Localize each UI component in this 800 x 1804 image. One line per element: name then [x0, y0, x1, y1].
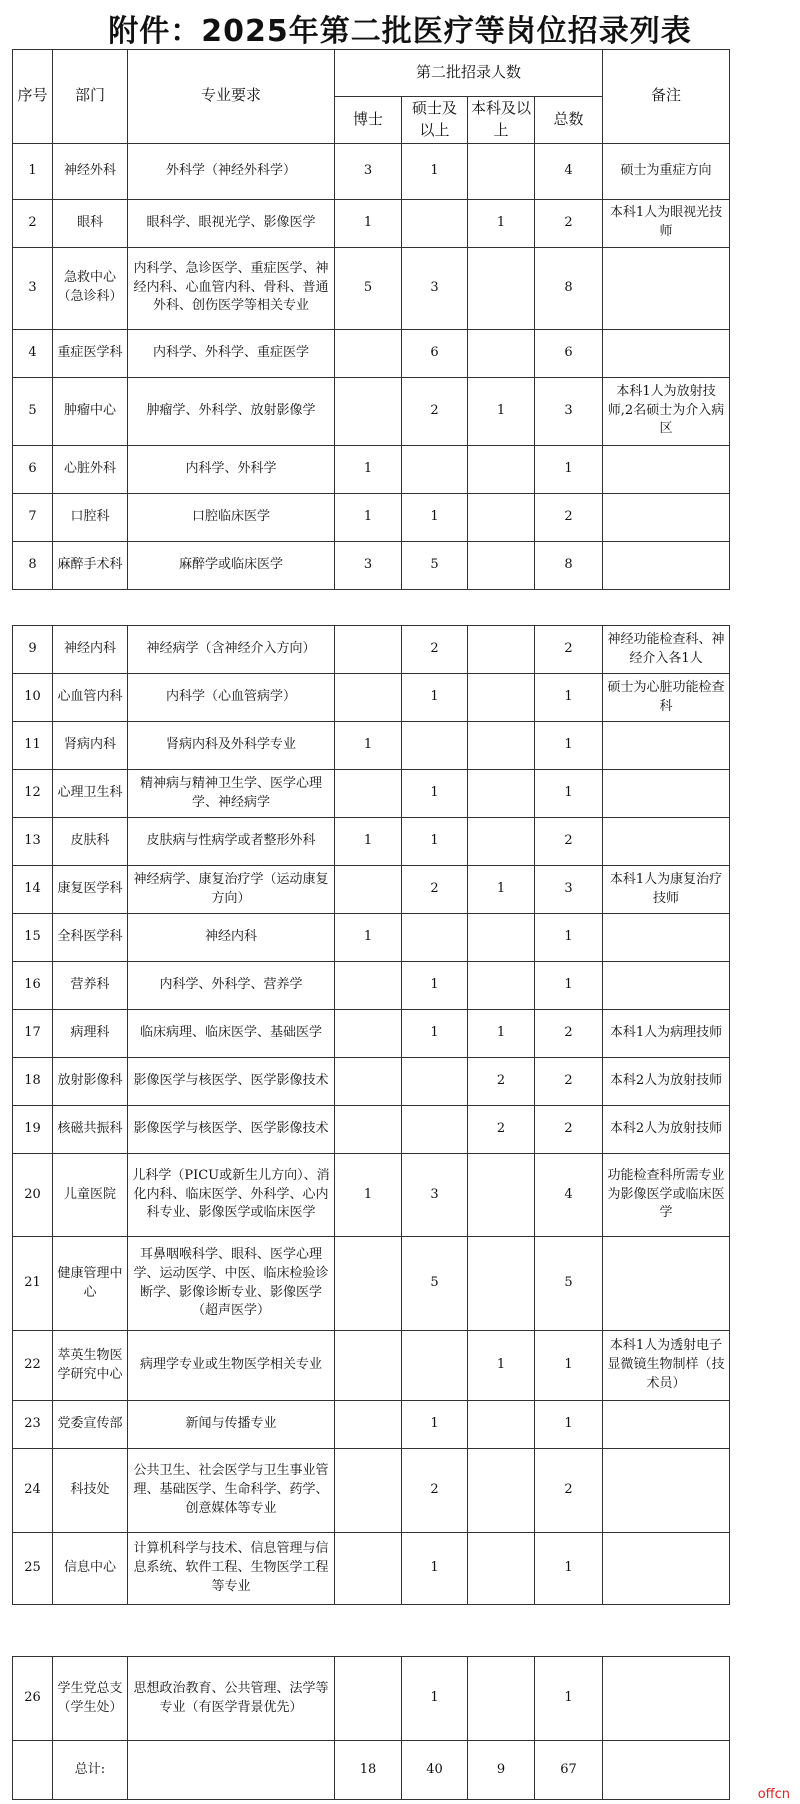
cell-total: 1 [535, 722, 603, 770]
cell-dept: 皮肤科 [53, 818, 128, 866]
table-row [13, 674, 730, 722]
cell-note: 本科1人为放射技师,2名硕士为介入病区 [603, 377, 730, 445]
cell-dept: 健康管理中心 [53, 1237, 128, 1331]
cell-bs [468, 962, 535, 1010]
cell-phd [335, 1010, 402, 1058]
cell-major: 病理学专业或生物医学相关专业 [128, 1331, 335, 1401]
cell-bs [468, 493, 535, 541]
cell-no: 8 [13, 541, 53, 589]
cell-bs [468, 143, 535, 199]
cell-dept: 神经外科 [53, 143, 128, 199]
cell-bs [468, 1154, 535, 1237]
cell-total: 5 [535, 1237, 603, 1331]
table-row [13, 962, 730, 1010]
cell-total: 8 [535, 541, 603, 589]
cell-total: 1 [535, 962, 603, 1010]
header-no: 序号 [13, 50, 53, 144]
cell-bs: 2 [468, 1106, 535, 1154]
cell-major: 肿瘤学、外科学、放射影像学 [128, 377, 335, 445]
cell-dept: 科技处 [53, 1449, 128, 1533]
cell-ms: 2 [402, 377, 468, 445]
recruitment-table-part-1 [12, 49, 730, 590]
cell-no: 23 [13, 1401, 53, 1449]
cell-bs [468, 1449, 535, 1533]
cell-bs: 1 [468, 1331, 535, 1401]
cell-note [603, 722, 730, 770]
cell-total: 1 [535, 674, 603, 722]
cell-dept: 神经内科 [53, 626, 128, 674]
table-row [13, 914, 730, 962]
cell-phd [335, 1237, 402, 1331]
cell-total: 1 [535, 914, 603, 962]
cell-note [603, 247, 730, 329]
cell-total: 1 [535, 1401, 603, 1449]
cell-total: 1 [535, 1657, 603, 1741]
totals-phd: 18 [335, 1741, 402, 1800]
cell-ms: 1 [402, 143, 468, 199]
cell-total: 2 [535, 493, 603, 541]
cell-major: 新闻与传播专业 [128, 1401, 335, 1449]
cell-total: 2 [535, 199, 603, 247]
cell-no: 17 [13, 1010, 53, 1058]
cell-total: 1 [535, 1533, 603, 1605]
cell-dept: 急救中心（急诊科） [53, 247, 128, 329]
cell-bs: 2 [468, 1058, 535, 1106]
cell-dept: 核磁共振科 [53, 1106, 128, 1154]
cell-major: 临床病理、临床医学、基础医学 [128, 1010, 335, 1058]
cell-phd [335, 1106, 402, 1154]
cell-dept: 全科医学科 [53, 914, 128, 962]
cell-no: 6 [13, 445, 53, 493]
cell-major: 内科学、外科学 [128, 445, 335, 493]
table-row [13, 247, 730, 329]
cell-ms: 5 [402, 541, 468, 589]
cell-phd [335, 1331, 402, 1401]
table-row [13, 1010, 730, 1058]
cell-note [603, 962, 730, 1010]
table-row [13, 493, 730, 541]
table-row [13, 445, 730, 493]
cell-note [603, 493, 730, 541]
cell-major: 眼科学、眼视光学、影像医学 [128, 199, 335, 247]
cell-dept: 信息中心 [53, 1533, 128, 1605]
cell-bs: 1 [468, 199, 535, 247]
cell-phd: 1 [335, 199, 402, 247]
totals-total: 67 [535, 1741, 603, 1800]
cell-total: 4 [535, 143, 603, 199]
cell-dept: 心理卫生科 [53, 770, 128, 818]
cell-ms: 1 [402, 1533, 468, 1605]
cell-bs [468, 626, 535, 674]
cell-total: 3 [535, 866, 603, 914]
table-row [13, 1154, 730, 1237]
cell-dept: 肾病内科 [53, 722, 128, 770]
cell-phd [335, 962, 402, 1010]
cell-no: 22 [13, 1331, 53, 1401]
table-row [13, 1533, 730, 1605]
cell-ms: 1 [402, 770, 468, 818]
cell-major: 内科学（心血管病学） [128, 674, 335, 722]
cell-no: 19 [13, 1106, 53, 1154]
cell-total: 2 [535, 626, 603, 674]
cell-total: 2 [535, 1106, 603, 1154]
cell-no: 18 [13, 1058, 53, 1106]
page-title: 附件：2025年第二批医疗等岗位招录列表 [108, 14, 692, 49]
cell-no: 15 [13, 914, 53, 962]
cell-ms: 2 [402, 866, 468, 914]
table-row [13, 866, 730, 914]
cell-total: 2 [535, 1449, 603, 1533]
cell-note: 本科1人为眼视光技师 [603, 199, 730, 247]
cell-major: 公共卫生、社会医学与卫生事业管理、基础医学、生命科学、药学、创意媒体等专业 [128, 1449, 335, 1533]
cell-note [603, 1533, 730, 1605]
cell-note [603, 914, 730, 962]
cell-no: 11 [13, 722, 53, 770]
cell-no: 5 [13, 377, 53, 445]
cell-ms [402, 722, 468, 770]
table-row [13, 541, 730, 589]
cell-major: 麻醉学或临床医学 [128, 541, 335, 589]
header-total: 总数 [535, 97, 603, 144]
cell-ms: 6 [402, 329, 468, 377]
totals-ms: 40 [402, 1741, 468, 1800]
table-row [13, 1058, 730, 1106]
table-row [13, 199, 730, 247]
cell-no: 4 [13, 329, 53, 377]
cell-note [603, 1657, 730, 1741]
cell-major: 内科学、急诊医学、重症医学、神经内科、心血管内科、骨科、普通外科、创伤医学等相关专业 [128, 247, 335, 329]
cell-dept: 心脏外科 [53, 445, 128, 493]
cell-phd: 3 [335, 143, 402, 199]
cell-no: 26 [13, 1657, 53, 1741]
cell-total: 3 [535, 377, 603, 445]
cell-note: 本科2人为放射技师 [603, 1058, 730, 1106]
cell-major: 影像医学与核医学、医学影像技术 [128, 1106, 335, 1154]
cell-major: 口腔临床医学 [128, 493, 335, 541]
cell-no: 7 [13, 493, 53, 541]
cell-phd [335, 770, 402, 818]
cell-phd: 5 [335, 247, 402, 329]
cell-ms [402, 445, 468, 493]
cell-dept: 重症医学科 [53, 329, 128, 377]
cell-major: 影像医学与核医学、医学影像技术 [128, 1058, 335, 1106]
cell-bs [468, 674, 535, 722]
cell-dept: 心血管内科 [53, 674, 128, 722]
cell-bs [468, 1657, 535, 1741]
cell-major: 精神病与精神卫生学、医学心理学、神经病学 [128, 770, 335, 818]
cell-major: 皮肤病与性病学或者整形外科 [128, 818, 335, 866]
table-row [13, 1401, 730, 1449]
cell-bs: 1 [468, 377, 535, 445]
cell-no: 1 [13, 143, 53, 199]
cell-no: 20 [13, 1154, 53, 1237]
cell-bs: 1 [468, 1010, 535, 1058]
cell-note [603, 541, 730, 589]
cell-major: 计算机科学与技术、信息管理与信息系统、软件工程、生物医学工程等专业 [128, 1533, 335, 1605]
cell-dept: 党委宣传部 [53, 1401, 128, 1449]
table-row [13, 626, 730, 674]
cell-ms: 1 [402, 962, 468, 1010]
totals-label: 总计: [53, 1741, 128, 1800]
cell-note [603, 329, 730, 377]
cell-bs [468, 722, 535, 770]
cell-total: 2 [535, 818, 603, 866]
cell-ms: 2 [402, 1449, 468, 1533]
cell-major: 神经内科 [128, 914, 335, 962]
cell-note [603, 1449, 730, 1533]
table-row [13, 1106, 730, 1154]
cell-note: 硕士为重症方向 [603, 143, 730, 199]
cell-phd [335, 1401, 402, 1449]
cell-bs [468, 818, 535, 866]
table-row [13, 818, 730, 866]
cell-ms: 1 [402, 674, 468, 722]
cell-phd [335, 329, 402, 377]
cell-major: 内科学、外科学、重症医学 [128, 329, 335, 377]
cell-total: 4 [535, 1154, 603, 1237]
cell-no: 12 [13, 770, 53, 818]
cell-no: 9 [13, 626, 53, 674]
cell-no: 3 [13, 247, 53, 329]
header-dept: 部门 [53, 50, 128, 144]
cell-phd: 1 [335, 1154, 402, 1237]
cell-phd [335, 1533, 402, 1605]
cell-ms: 1 [402, 1401, 468, 1449]
cell-phd: 1 [335, 493, 402, 541]
cell-note [603, 818, 730, 866]
cell-bs [468, 1401, 535, 1449]
cell-dept: 儿童医院 [53, 1154, 128, 1237]
table-row [13, 1657, 730, 1741]
cell-note: 神经功能检查科、神经介入各1人 [603, 626, 730, 674]
cell-note [603, 770, 730, 818]
cell-note: 本科1人为透射电子显微镜生物制样（技术员） [603, 1331, 730, 1401]
cell-bs [468, 1237, 535, 1331]
cell-no: 25 [13, 1533, 53, 1605]
cell-note: 本科2人为放射技师 [603, 1106, 730, 1154]
cell-note [603, 1237, 730, 1331]
cell-dept: 肿瘤中心 [53, 377, 128, 445]
cell-ms: 2 [402, 626, 468, 674]
cell-no: 13 [13, 818, 53, 866]
cell-ms: 1 [402, 493, 468, 541]
cell-no: 10 [13, 674, 53, 722]
cell-major: 儿科学（PICU或新生儿方向）、消化内科、临床医学、外科学、心内科专业、影像医学或临床医学 [128, 1154, 335, 1237]
cell-phd [335, 1657, 402, 1741]
cell-phd: 1 [335, 445, 402, 493]
cell-bs [468, 914, 535, 962]
table-row [13, 770, 730, 818]
cell-major: 思想政治教育、公共管理、法学等专业（有医学背景优先） [128, 1657, 335, 1741]
table-row [13, 722, 730, 770]
cell-phd [335, 377, 402, 445]
cell-total: 1 [535, 770, 603, 818]
cell-ms [402, 1331, 468, 1401]
header-phd: 博士 [335, 97, 402, 144]
cell-bs [468, 247, 535, 329]
cell-phd: 1 [335, 722, 402, 770]
recruitment-table-part-3 [12, 1656, 730, 1800]
cell-total: 1 [535, 445, 603, 493]
cell-phd [335, 1449, 402, 1533]
cell-ms: 5 [402, 1237, 468, 1331]
cell-dept: 康复医学科 [53, 866, 128, 914]
cell-total: 2 [535, 1010, 603, 1058]
cell-major: 肾病内科及外科学专业 [128, 722, 335, 770]
cell-dept: 学生党总支（学生处） [53, 1657, 128, 1741]
cell-no: 2 [13, 199, 53, 247]
cell-no: 16 [13, 962, 53, 1010]
cell-bs [468, 329, 535, 377]
header-major: 专业要求 [128, 50, 335, 144]
cell-bs [468, 1533, 535, 1605]
table-row [13, 1449, 730, 1533]
cell-ms [402, 914, 468, 962]
cell-major: 耳鼻咽喉科学、眼科、医学心理学、运动医学、中医、临床检验诊断学、影像诊断专业、影像医学（超声医学） [128, 1237, 335, 1331]
cell-phd [335, 626, 402, 674]
cell-dept: 眼科 [53, 199, 128, 247]
table-row [13, 329, 730, 377]
cell-ms [402, 1106, 468, 1154]
cell-phd [335, 866, 402, 914]
cell-ms: 3 [402, 1154, 468, 1237]
cell-total: 8 [535, 247, 603, 329]
cell-total: 6 [535, 329, 603, 377]
cell-dept: 麻醉手术科 [53, 541, 128, 589]
header-bs: 本科及以上 [468, 97, 535, 144]
table-row [13, 1331, 730, 1401]
cell-total: 2 [535, 1058, 603, 1106]
cell-major: 内科学、外科学、营养学 [128, 962, 335, 1010]
header-note: 备注 [603, 50, 730, 144]
cell-ms: 1 [402, 1010, 468, 1058]
watermark: offcn [757, 1787, 790, 1802]
header-ms: 硕士及以上 [402, 97, 468, 144]
cell-ms: 3 [402, 247, 468, 329]
cell-note: 本科1人为病理技师 [603, 1010, 730, 1058]
table-row [13, 377, 730, 445]
cell-dept: 营养科 [53, 962, 128, 1010]
cell-ms [402, 1058, 468, 1106]
cell-dept: 萃英生物医学研究中心 [53, 1331, 128, 1401]
cell-note: 本科1人为康复治疗技师 [603, 866, 730, 914]
header-group: 第二批招录人数 [335, 50, 603, 97]
cell-bs [468, 541, 535, 589]
cell-ms: 1 [402, 818, 468, 866]
cell-note: 硕士为心脏功能检查科 [603, 674, 730, 722]
cell-bs [468, 445, 535, 493]
cell-bs: 1 [468, 866, 535, 914]
cell-no: 24 [13, 1449, 53, 1533]
totals-row [13, 1741, 730, 1800]
cell-no: 14 [13, 866, 53, 914]
table-row [13, 1237, 730, 1331]
cell-dept: 口腔科 [53, 493, 128, 541]
table-row [13, 143, 730, 199]
recruitment-table-part-2 [12, 625, 730, 1605]
cell-no: 21 [13, 1237, 53, 1331]
cell-phd: 3 [335, 541, 402, 589]
totals-bs: 9 [468, 1741, 535, 1800]
cell-major: 神经病学、康复治疗学（运动康复方向） [128, 866, 335, 914]
cell-phd [335, 1058, 402, 1106]
cell-note [603, 445, 730, 493]
cell-ms: 1 [402, 1657, 468, 1741]
cell-bs [468, 770, 535, 818]
cell-note: 功能检查科所需专业为影像医学或临床医学 [603, 1154, 730, 1237]
cell-total: 1 [535, 1331, 603, 1401]
cell-phd: 1 [335, 818, 402, 866]
cell-ms [402, 199, 468, 247]
cell-dept: 放射影像科 [53, 1058, 128, 1106]
cell-dept: 病理科 [53, 1010, 128, 1058]
cell-major: 外科学（神经外科学） [128, 143, 335, 199]
cell-note [603, 1401, 730, 1449]
cell-phd: 1 [335, 914, 402, 962]
cell-phd [335, 674, 402, 722]
cell-major: 神经病学（含神经介入方向） [128, 626, 335, 674]
